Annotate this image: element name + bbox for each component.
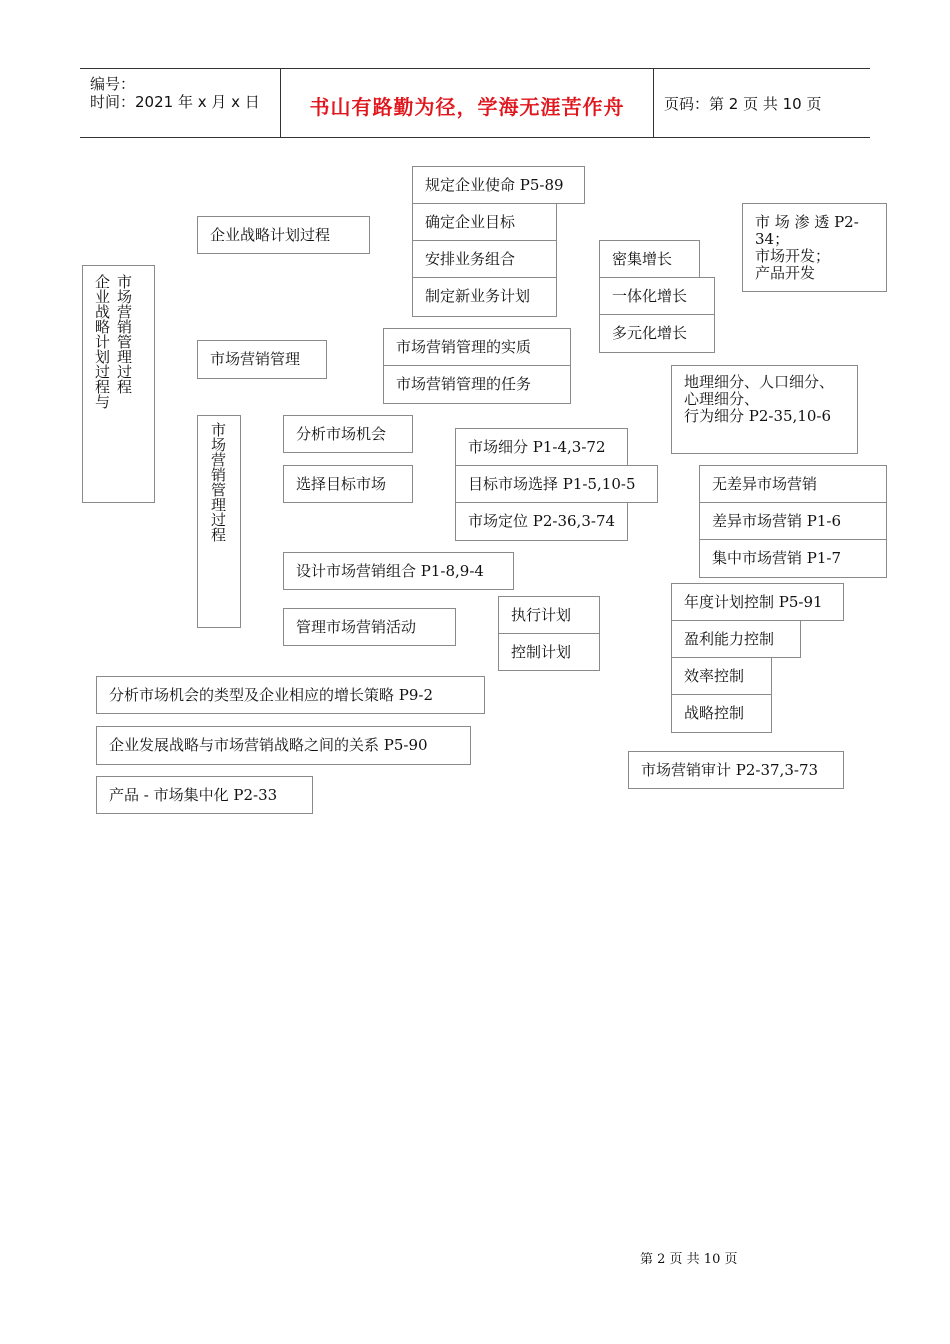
- design-mix-box: 设计市场营销组合 P1-8,9-4: [283, 552, 514, 590]
- control-plan-box: 控制计划: [498, 633, 600, 671]
- corporate-planning-box: 企业战略计划过程: [197, 216, 370, 254]
- seg-vars-line-3: 行为细分 P2-35,10-6: [684, 407, 832, 425]
- left-title-col-b: 市场营销管理过程: [115, 274, 133, 394]
- execute-plan-box: 执行计划: [498, 596, 600, 634]
- intensive-detail-line-1: 市 场 渗 透 P2-34；: [755, 213, 859, 248]
- seg-vars-line-1: 地理细分、人口细分、: [684, 373, 835, 391]
- strategic-control-box: 战略控制: [671, 694, 772, 733]
- marketing-audit-box: 市场营销审计 P2-37,3-73: [628, 751, 844, 789]
- header-meta-cell: [80, 69, 281, 137]
- left-title-box: [82, 265, 155, 503]
- segmentation-variables-box: [671, 365, 858, 454]
- intensive-growth-box: 密集增长: [599, 240, 700, 278]
- concentrated-marketing-box: 集中市场营销 P1-7: [699, 539, 887, 578]
- note-product-market-concentration: 产品 - 市场集中化 P2-33: [96, 776, 313, 814]
- portfolio-box: 安排业务组合: [412, 240, 557, 278]
- integrated-growth-box: 一体化增长: [599, 277, 715, 315]
- undifferentiated-marketing-box: 无差异市场营销: [699, 465, 887, 503]
- note-strategy-relationship: 企业发展战略与市场营销战略之间的关系 P5-90: [96, 726, 471, 765]
- header-page-number: 页码：第 2 页 共 10 页: [664, 95, 822, 113]
- header-motto: 书山有路勤为径，学海无涯苦作舟: [309, 95, 625, 119]
- diversified-growth-box: 多元化增长: [599, 314, 715, 353]
- mm-essence-box: 市场营销管理的实质: [383, 328, 571, 366]
- select-target-box: 选择目标市场: [283, 465, 413, 503]
- document-number-label: 编号：: [90, 75, 136, 93]
- profitability-control-box: 盈利能力控制: [671, 620, 801, 658]
- page-header: [80, 68, 870, 138]
- intensive-detail-line-3: 产品开发: [755, 264, 816, 282]
- mm-task-box: 市场营销管理的任务: [383, 365, 571, 404]
- efficiency-control-box: 效率控制: [671, 657, 772, 695]
- annual-plan-control-box: 年度计划控制 P5-91: [671, 583, 844, 621]
- mm-process-box: [197, 415, 241, 628]
- analyze-opportunity-box: 分析市场机会: [283, 415, 413, 453]
- positioning-box: 市场定位 P2-36,3-74: [455, 502, 628, 541]
- segmentation-box: 市场细分 P1-4,3-72: [455, 428, 628, 466]
- mm-process-label: 市场营销管理过程: [209, 422, 227, 542]
- intensive-detail-line-2: 市场开发；: [755, 247, 831, 265]
- target-selection-box: 目标市场选择 P1-5,10-5: [455, 465, 658, 503]
- mission-box: 规定企业使命 P5-89: [412, 166, 585, 204]
- marketing-management-box: 市场营销管理: [197, 340, 327, 379]
- header-page-cell: [654, 69, 870, 137]
- document-time-label: 时间：2021 年 x 月 x 日: [90, 93, 260, 111]
- new-business-box: 制定新业务计划: [412, 277, 557, 317]
- note-opportunity-types: 分析市场机会的类型及企业相应的增长策略 P9-2: [96, 676, 485, 714]
- differentiated-marketing-box: 差异市场营销 P1-6: [699, 502, 887, 540]
- header-motto-cell: [281, 69, 654, 137]
- manage-activities-box: 管理市场营销活动: [283, 608, 456, 646]
- intensive-detail-box: [742, 203, 887, 292]
- page-footer: 第 2 页 共 10 页: [640, 1252, 738, 1267]
- goals-box: 确定企业目标: [412, 203, 557, 241]
- left-title-col-a: 企业战略计划过程与: [93, 274, 111, 409]
- seg-vars-line-2: 心理细分、: [684, 390, 760, 408]
